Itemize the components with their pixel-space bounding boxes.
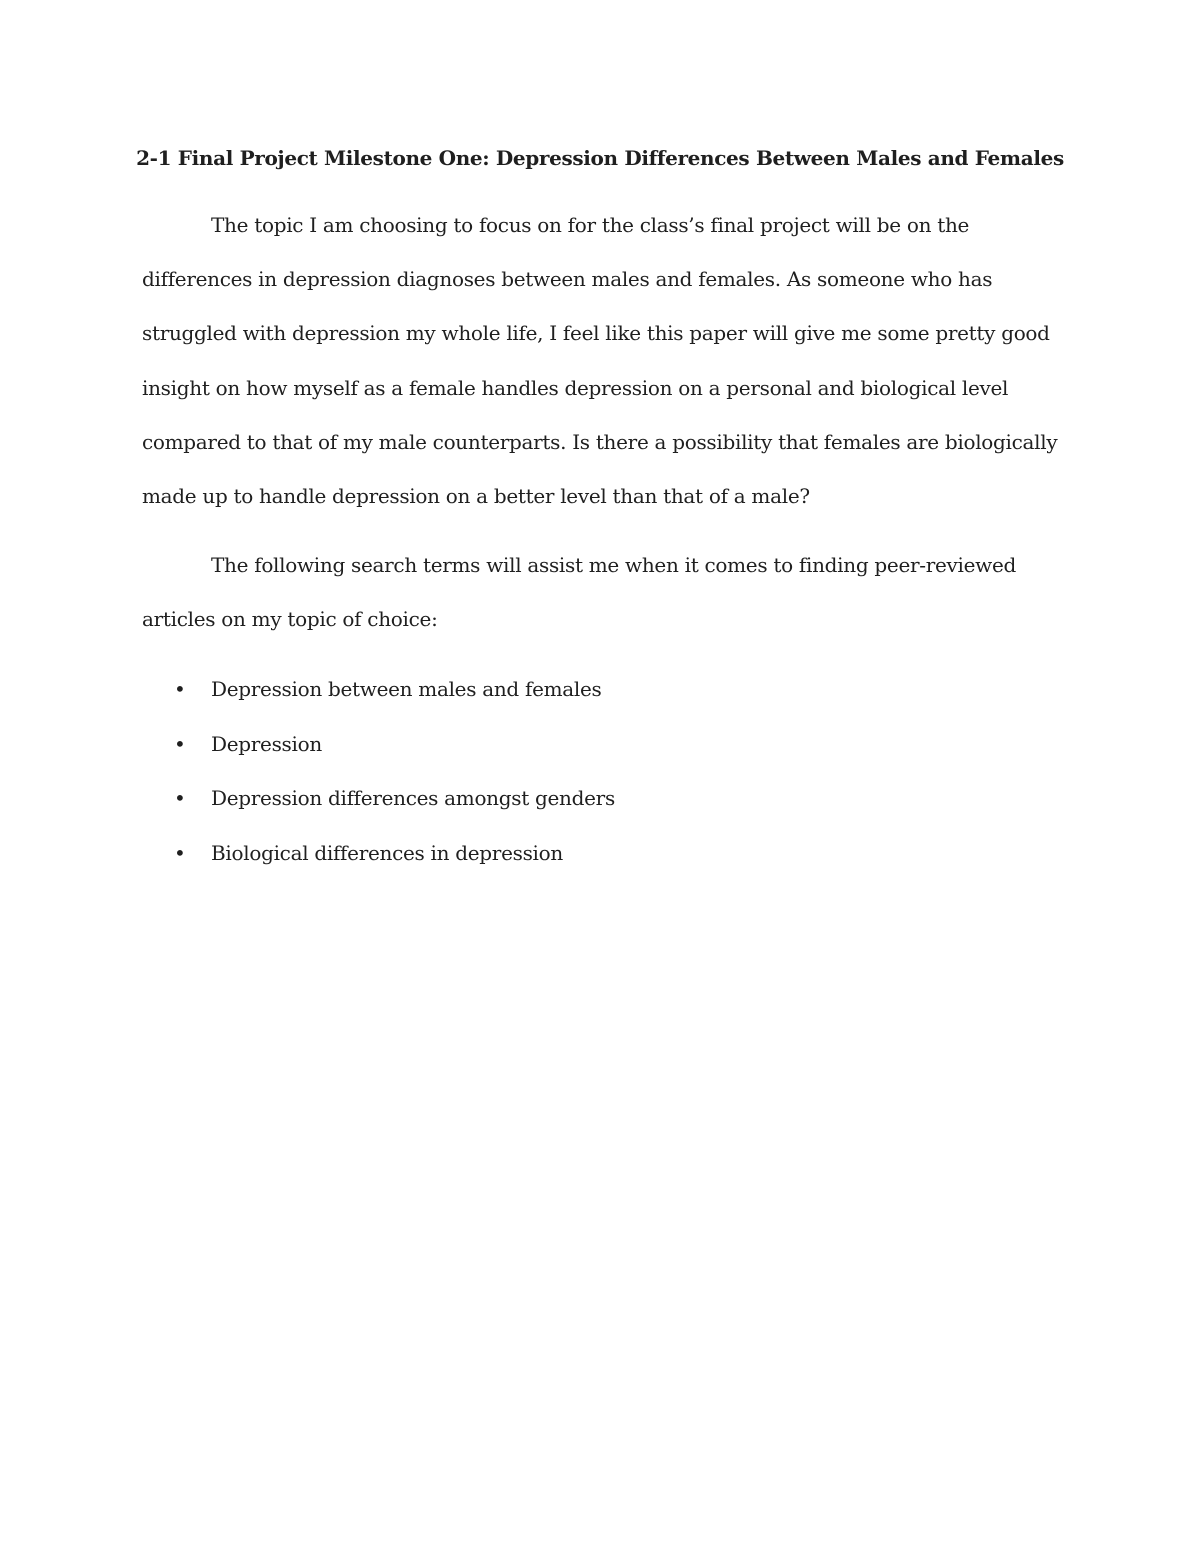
list-item-text: Depression differences amongst genders [211,786,615,810]
list-item-text: Depression between males and females [211,677,602,701]
list-item [142,662,1067,717]
list-item-text: Depression [211,731,322,756]
bullet-icon: • [174,840,186,865]
intro-paragraph: The topic I am choosing to focus on for the class’s final project will be on the differences in depression diagnoses between males and females. As someone who has struggled with depression my whole life, I feel like this paper will give me some pretty good insight on how myself as a female handles depression on a personal and biological level compared to that of my male counterparts. Is there a possibility that females are biologically made up to handle depression on a better level than that of a male? [142,213,1058,509]
list-item [142,717,1067,772]
search-terms-list [142,662,1067,880]
search-terms-paragraph: The following search terms will assist me when it comes to finding peer-reviewed articles on my topic of choice: [142,553,1016,632]
bullet-icon: • [174,677,186,701]
list-item [142,771,1067,826]
bullet-icon: • [174,786,186,810]
bullet-icon: • [174,731,186,756]
list-item-text: Biological differences in depression [211,840,563,865]
document-title: 2-1 Final Project Milestone One: Depression Differences Between Males and Females [136,146,1064,170]
list-item [142,826,1067,881]
